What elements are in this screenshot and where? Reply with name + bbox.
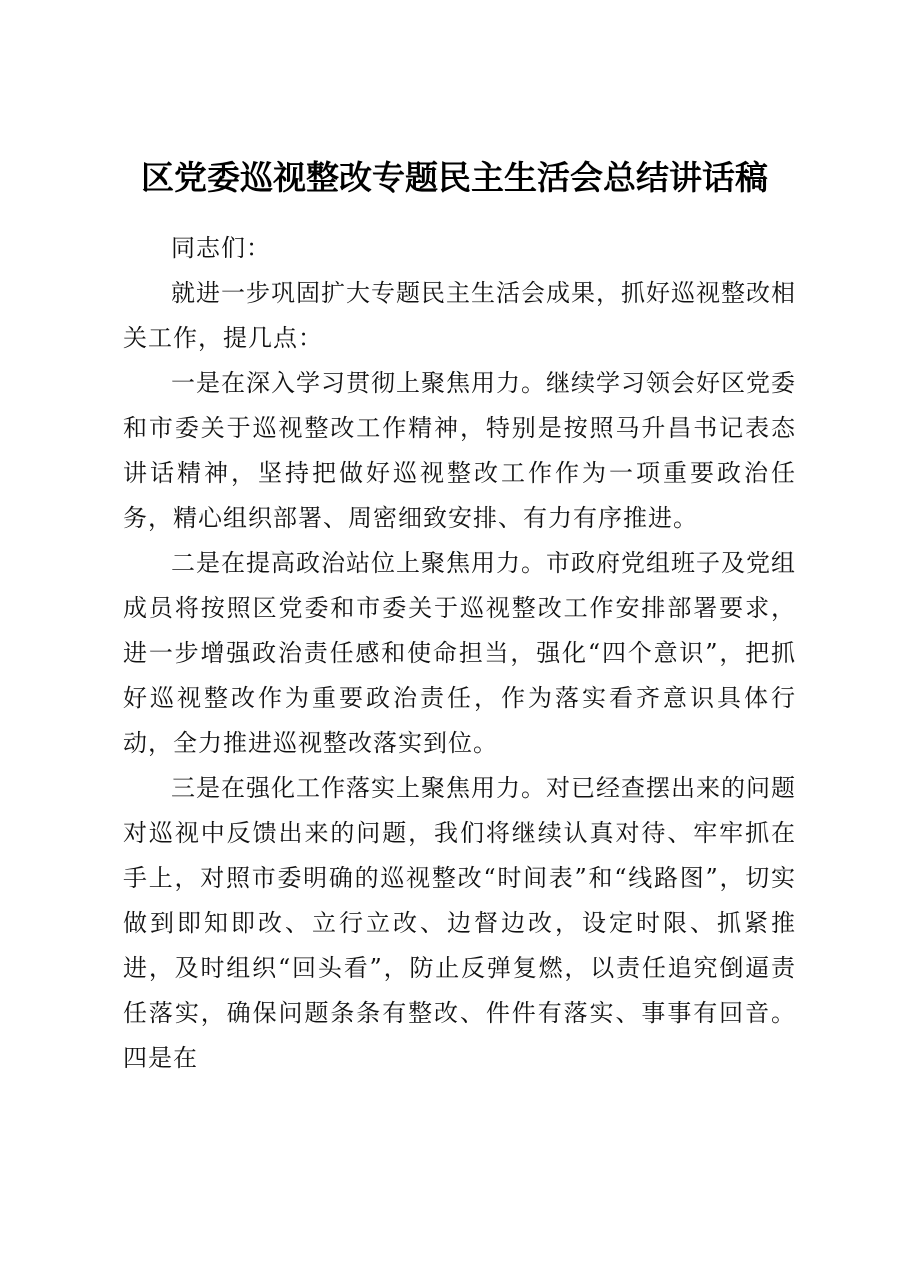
paragraph-point-two: 二是在提高政治站位上聚焦用力。市政府党组班子及党组成员将按照区党委和市委关于巡视整改工作安排部署要求，进一步增强政治责任感和使命担当，强化“四个意识”，把抓好巡视整改作为重要政治责任，作为落实看齐意识具体行动，全力推进巡视整改落实到位。 <box>123 549 796 757</box>
paragraph-salutation: 同志们： <box>171 234 271 262</box>
paragraph-point-three: 三是在强化工作落实上聚焦用力。对已经查摆出来的问题对巡视中反馈出来的问题，我们将继续认真对待、牢牢抓在手上，对照市委明确的巡视整改“时间表”和“线路图”，切实做到即知即改、立行立改、边督边改，设定时限、抓紧推进，及时组织“回头看”，防止反弹复燃，以责任追究倒逼责任落实，确保问题条条有整改、件件有落实、事事有回音。四是在 <box>123 774 796 1072</box>
document-body <box>123 226 796 1081</box>
paragraph-intro: 就进一步巩固扩大专题民主生活会成果，抓好巡视整改相关工作，提几点： <box>123 279 796 352</box>
document-title: 区党委巡视整改专题民主生活会总结讲话稿 <box>141 158 768 197</box>
paragraph-point-one: 一是在深入学习贯彻上聚焦用力。继续学习领会好区党委和市委关于巡视整改工作精神，特别是按照马升昌书记表态讲话精神，坚持把做好巡视整改工作作为一项重要政治任务，精心组织部署、周密细致安排、有力有序推进。 <box>123 369 796 532</box>
